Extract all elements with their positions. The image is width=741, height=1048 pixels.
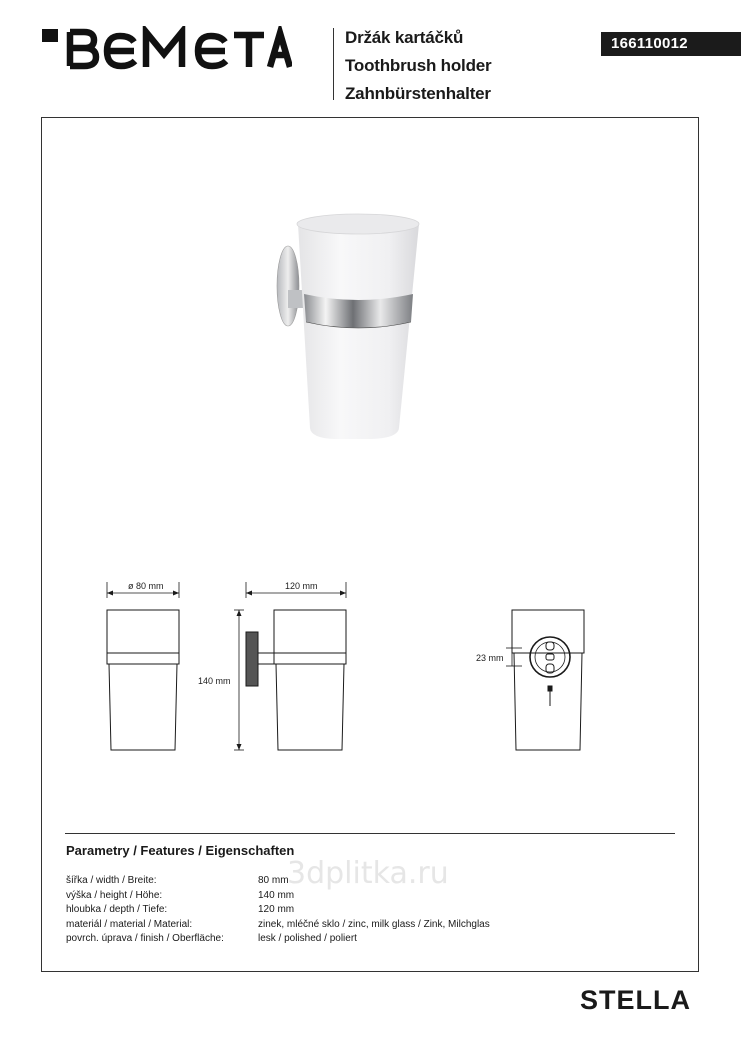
spec-row (66, 903, 490, 918)
dim-mount-label: 23 mm (476, 653, 504, 663)
title-en: Toothbrush holder (345, 56, 492, 75)
spec-table (66, 874, 490, 947)
features-heading: Parametry / Features / Eigenschaften (66, 843, 295, 858)
spec-row (66, 932, 490, 947)
spec-label: hloubka / depth / Tiefe: (66, 904, 168, 915)
spec-label: výška / height / Höhe: (66, 889, 163, 901)
spec-value: 120 mm (258, 904, 295, 915)
spec-row (66, 889, 490, 904)
spec-label: materiál / material / Material: (66, 918, 193, 930)
features-divider (65, 833, 675, 834)
spec-value: zinek, mléčné sklo / zinc, milk glass / Zink, Milchglas (258, 918, 490, 930)
spec-label: šířka / width / Breite: (66, 875, 157, 886)
title-cs: Držák kartáčků (345, 28, 464, 47)
spec-value: 80 mm (258, 875, 289, 886)
spec-row (66, 874, 490, 889)
spec-label: povrch. úprava / finish / Oberfläche: (66, 933, 224, 944)
spec-value: 140 mm (258, 889, 295, 901)
dim-depth-label: 120 mm (285, 581, 318, 591)
spec-row (66, 918, 490, 933)
title-de: Zahnbürstenhalter (345, 84, 491, 103)
product-code-badge: 166110012 (601, 32, 741, 56)
series-name: STELLA (580, 985, 691, 1015)
spec-value: lesk / polished / poliert (258, 933, 357, 944)
dim-height-label: 140 mm (198, 676, 231, 686)
watermark: 3dplitka.ru (287, 856, 449, 891)
dim-diameter-label: ø 80 mm (128, 581, 164, 591)
